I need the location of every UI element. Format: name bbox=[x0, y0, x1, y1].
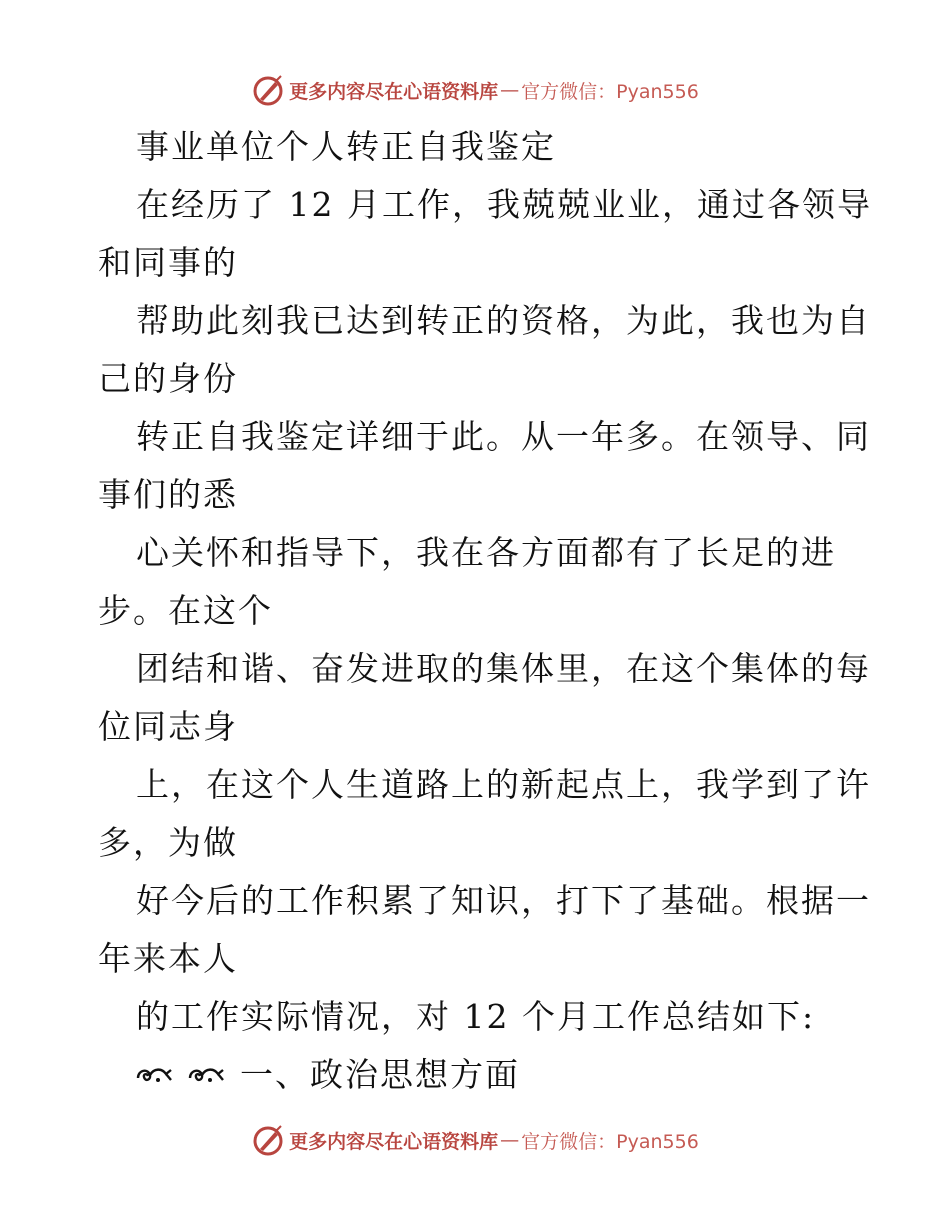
banner-contact-text: 官方微信：Pyan556 bbox=[521, 1130, 699, 1153]
banner-brand-text: 更多内容尽在心语资料库 bbox=[289, 80, 499, 103]
quill-circle-logo-icon bbox=[251, 73, 285, 107]
paragraph-line: 转正自我鉴定详细于此。从一年多。在领导、同 bbox=[136, 417, 871, 456]
paragraph-line: 的工作实际情况，对 12 个月工作总结如下: bbox=[136, 997, 816, 1036]
paragraph-line: 步。在这个 bbox=[98, 591, 273, 630]
paragraph-line: 团结和谐、奋发进取的集体里，在这个集体的每 bbox=[136, 649, 871, 688]
paragraph-line: 己的身份 bbox=[98, 359, 238, 398]
paragraph-line: 位同志身 bbox=[98, 707, 238, 746]
paragraph-line: 帮助此刻我已达到转正的资格，为此，我也为自 bbox=[136, 301, 871, 340]
paragraph-line: 上，在这个人生道路上的新起点上，我学到了许 bbox=[136, 765, 871, 804]
section-heading-text: 一、政治思想方面 bbox=[240, 1055, 520, 1094]
ornament-swirl-icon bbox=[136, 1064, 174, 1086]
banner-brand-text: 更多内容尽在心语资料库 bbox=[289, 1130, 499, 1153]
document-title: 事业单位个人转正自我鉴定 bbox=[136, 127, 556, 166]
banner-dash: — bbox=[500, 1129, 520, 1151]
banner-dash: — bbox=[500, 79, 520, 101]
paragraph-line: 心关怀和指导下，我在各方面都有了长足的进 bbox=[136, 533, 836, 572]
paragraph-line: 多，为做 bbox=[98, 823, 238, 862]
section-heading bbox=[136, 1055, 520, 1095]
paragraph-line: 在经历了 12 月工作，我兢兢业业，通过各领导 bbox=[136, 185, 872, 224]
footer-banner bbox=[0, 1120, 950, 1160]
paragraph-line: 事们的悉 bbox=[98, 475, 238, 514]
banner-contact-text: 官方微信：Pyan556 bbox=[521, 80, 699, 103]
paragraph-line: 和同事的 bbox=[98, 243, 238, 282]
paragraph-line: 好今后的工作积累了知识，打下了基础。根据一 bbox=[136, 881, 871, 920]
header-banner bbox=[0, 70, 950, 110]
quill-circle-logo-icon bbox=[251, 1123, 285, 1157]
paragraph-line: 年来本人 bbox=[98, 939, 238, 978]
ornament-swirl-icon bbox=[188, 1064, 226, 1086]
